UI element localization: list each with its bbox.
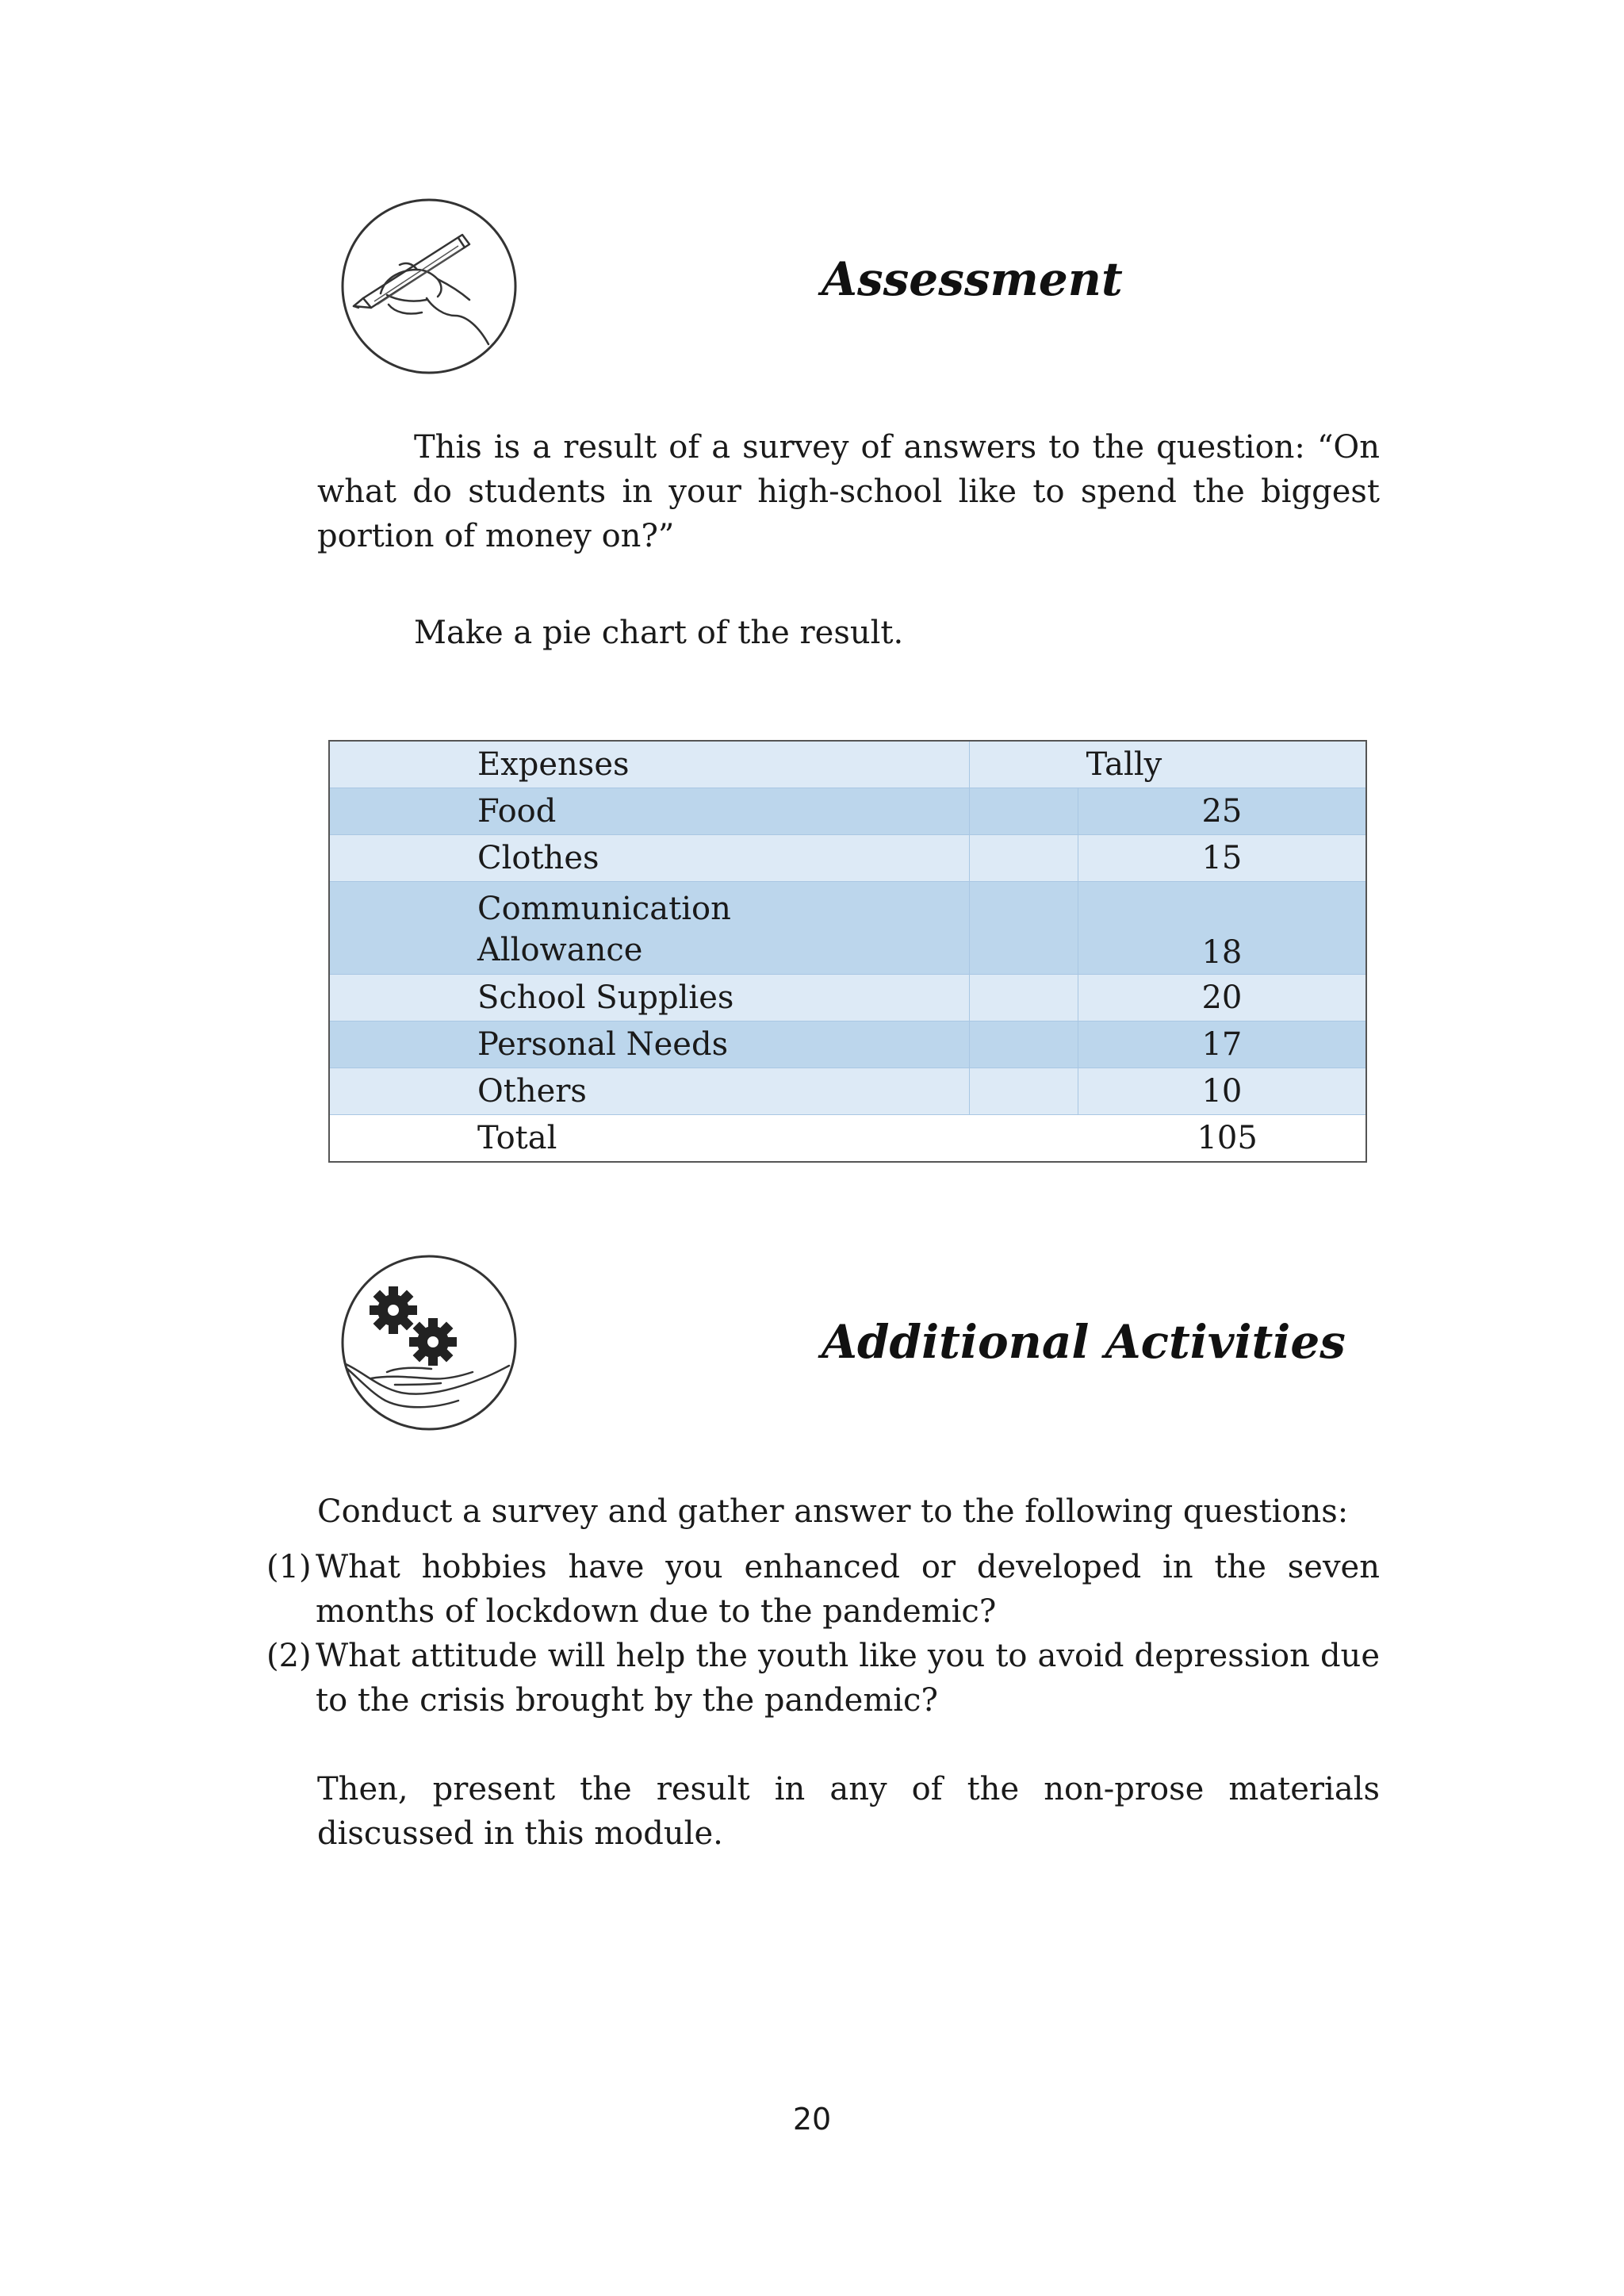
total-label: Total bbox=[329, 1115, 969, 1163]
header-expenses: Expenses bbox=[329, 741, 969, 788]
pencil-hand-icon bbox=[339, 197, 519, 376]
additional-closing bbox=[317, 1767, 1380, 1856]
survey-table bbox=[328, 740, 1367, 1163]
row-label: Communication Allowance bbox=[329, 882, 969, 975]
row-blank-cell bbox=[969, 788, 1078, 835]
row-value: 17 bbox=[1078, 1022, 1366, 1068]
row-value: 18 bbox=[1078, 882, 1366, 975]
row-blank-cell bbox=[969, 882, 1078, 975]
row-blank-cell bbox=[969, 1068, 1078, 1115]
assessment-intro bbox=[317, 425, 1380, 558]
row-value: 25 bbox=[1078, 788, 1366, 835]
total-value: 105 bbox=[1078, 1115, 1366, 1163]
additional-intro bbox=[317, 1489, 1380, 1534]
row-blank-cell bbox=[969, 975, 1078, 1022]
question-number: (2) bbox=[266, 1638, 312, 1674]
row-label: Food bbox=[329, 788, 969, 835]
row-value: 20 bbox=[1078, 975, 1366, 1022]
row-blank-cell bbox=[969, 1022, 1078, 1068]
table-row bbox=[329, 1022, 1366, 1068]
row-label: Personal Needs bbox=[329, 1022, 969, 1068]
row-blank-cell bbox=[969, 835, 1078, 882]
assessment-intro-text: This is a result of a survey of answers to the question: “On what do students in your high-school like to spend the biggest portion of money on?” bbox=[317, 429, 1380, 554]
row-label: School Supplies bbox=[329, 975, 969, 1022]
table-row bbox=[329, 835, 1366, 882]
row-label: Clothes bbox=[329, 835, 969, 882]
row-label: Others bbox=[329, 1068, 969, 1115]
question-number: (1) bbox=[266, 1549, 312, 1585]
header-tally: Tally bbox=[969, 741, 1366, 788]
table-row bbox=[329, 975, 1366, 1022]
row-value: 10 bbox=[1078, 1068, 1366, 1115]
page-number: 20 bbox=[792, 2102, 832, 2137]
table-header-row bbox=[329, 741, 1366, 788]
table-row bbox=[329, 1068, 1366, 1115]
table-total-row bbox=[329, 1115, 1366, 1163]
assessment-instruction-text: Make a pie chart of the result. bbox=[414, 615, 904, 651]
total-blank-cell bbox=[969, 1115, 1078, 1163]
question-text: What attitude will help the youth like you to avoid depression due to the crisis brought by the pandemic? bbox=[316, 1638, 1380, 1719]
assessment-title: Assessment bbox=[822, 252, 1123, 306]
row-value: 15 bbox=[1078, 835, 1366, 882]
additional-closing-text: Then, present the result in any of the non-prose materials discussed in this module. bbox=[317, 1771, 1380, 1852]
additional-activities-title: Additional Activities bbox=[822, 1315, 1346, 1369]
assessment-instruction bbox=[414, 611, 1365, 655]
table-row bbox=[329, 788, 1366, 835]
question-text: What hobbies have you enhanced or developed in the seven months of lockdown due to the pandemic? bbox=[316, 1549, 1380, 1630]
additional-intro-text: Conduct a survey and gather answer to the following questions: bbox=[317, 1493, 1349, 1530]
gears-hand-icon bbox=[339, 1253, 519, 1432]
table-row bbox=[329, 882, 1366, 975]
